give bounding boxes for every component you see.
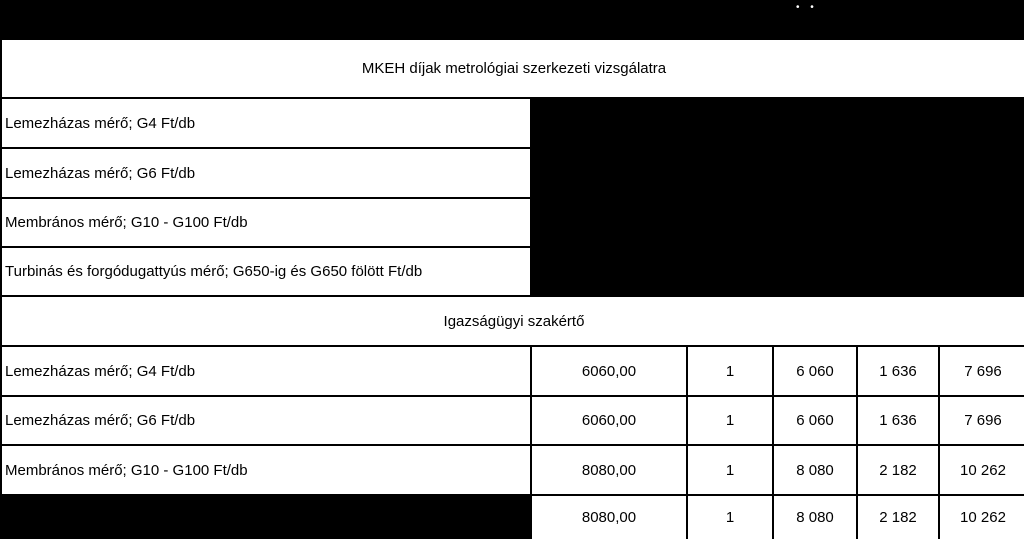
table-row <box>2 496 1024 539</box>
gross-amount: 10 262 <box>960 509 1006 526</box>
row-label: Turbinás és forgódugattyús mérő; G650-ig és G650 fölött Ft/db <box>2 248 532 295</box>
unit-price: 8080,00 <box>532 446 688 494</box>
table-row <box>2 149 1024 199</box>
quantity: 1 <box>688 446 774 494</box>
section1-header <box>2 38 1024 99</box>
vat-amount: 2 182 <box>858 496 940 539</box>
quantity: 1 <box>688 397 774 444</box>
net-amount: 8 080 <box>774 496 858 539</box>
vat-amount: 1 636 <box>858 397 940 444</box>
vat-amount: 1 636 <box>858 347 940 395</box>
row-label: Membrános mérő; G10 - G100 Ft/db <box>2 446 532 494</box>
top-dark-band <box>0 0 1024 38</box>
table-row <box>2 397 1024 446</box>
section2-header <box>2 297 1024 347</box>
row-label: Lemezházas mérő; G4 Ft/db <box>2 347 532 395</box>
redacted-block <box>532 248 1024 295</box>
row-label: Lemezházas mérő; G6 Ft/db <box>2 149 532 197</box>
row-label: Lemezházas mérő; G6 Ft/db <box>2 397 532 444</box>
row-label: Membrános mérő; G10 - G100 Ft/db <box>2 199 532 246</box>
unit-price: 6060,00 <box>532 347 688 395</box>
fee-table <box>0 38 1024 539</box>
section2-title: Igazságügyi szakértő <box>443 312 585 330</box>
table-row <box>2 99 1024 149</box>
table-row <box>2 199 1024 248</box>
top-marks: • • <box>796 2 818 13</box>
table-row <box>2 248 1024 297</box>
row-label: Lemezházas mérő; G4 Ft/db <box>2 99 532 147</box>
unit-price: 6060,00 <box>532 397 688 444</box>
gross-amount: 10 262 <box>960 461 1006 479</box>
vat-amount: 2 182 <box>858 446 940 494</box>
redacted-block <box>532 99 1024 147</box>
redacted-block <box>532 199 1024 246</box>
net-amount: 6 060 <box>774 397 858 444</box>
gross-amount: 7 696 <box>964 412 1002 429</box>
quantity: 1 <box>688 496 774 539</box>
table-row <box>2 446 1024 496</box>
net-amount: 8 080 <box>774 446 858 494</box>
section1-title: MKEH díjak metrológiai szerkezeti vizsgálatra <box>361 60 667 77</box>
gross-amount: 7 696 <box>964 362 1002 380</box>
unit-price: 8080,00 <box>532 496 688 539</box>
row-label-redacted <box>2 496 532 539</box>
quantity: 1 <box>688 347 774 395</box>
table-row <box>2 347 1024 397</box>
redacted-block <box>532 149 1024 197</box>
net-amount: 6 060 <box>774 347 858 395</box>
